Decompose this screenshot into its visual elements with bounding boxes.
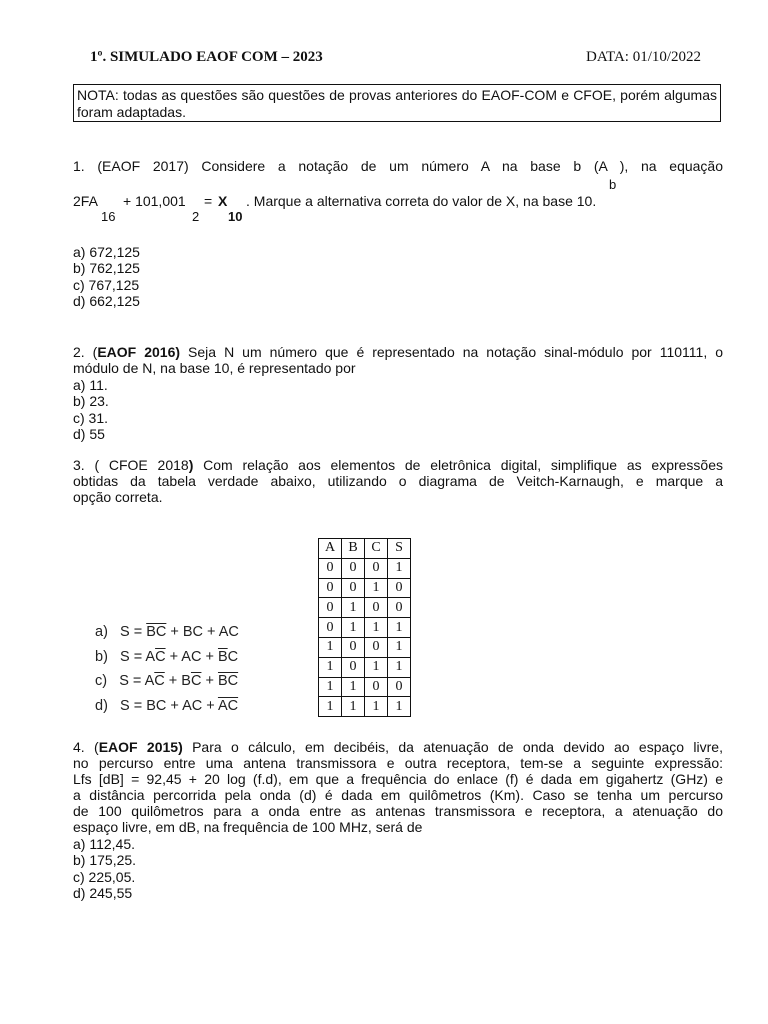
q4-statement-line3: Lfs [dB] = 92,45 + 20 log (f.d), em que a frequência do enlace (f) é dada em gigahertz (GHz) e [73, 771, 723, 787]
truth-table-header [319, 539, 411, 559]
truth-table-wrap [318, 538, 411, 717]
q3-option-b-term3a: $\overline{B}$ [217, 648, 228, 665]
q3-option-a-label: a) [95, 624, 108, 640]
q3-option-c-label: c) [95, 673, 108, 689]
q3-option-d-s: S = BC + AC + [120, 697, 215, 714]
table-cell: 0 [388, 677, 411, 697]
q4-source: EAOF 2015) [98, 739, 183, 755]
q2-option-d: d) 55 [73, 426, 105, 443]
q1-eq-term2: + 101,001 [123, 193, 186, 209]
table-cell: 1 [388, 558, 411, 578]
q2-option-c: c) 31. [73, 409, 109, 426]
table-cell: 1 [365, 618, 388, 638]
q2-statement-line1 [73, 344, 723, 360]
exam-date: DATA: 01/10/2022 [586, 49, 702, 65]
truth-table-header-s: S [388, 539, 411, 559]
q1-eq-equals: = [204, 193, 213, 209]
q1-text: 1. (EAOF 2017) Considere a notação de um número A na base b (A ), na equação [73, 158, 723, 174]
q3-option-a-s: S = [120, 624, 143, 640]
q1-eq-x-bold: X [218, 193, 228, 209]
q1-equation [73, 193, 98, 209]
q2-statement-line2: módulo de N, na base 10, é representado por [73, 360, 356, 376]
truth-table-header-c: C [365, 539, 388, 559]
q3-option-c-term2b: $\overline{C}$ [190, 673, 202, 689]
table-row [319, 697, 411, 717]
table-cell: 1 [388, 657, 411, 677]
q3-option-a-term1: $\overline{BC}$ [146, 624, 167, 640]
table-cell: 0 [319, 578, 342, 598]
q3-options [95, 624, 239, 722]
table-cell: 1 [319, 697, 342, 717]
table-row [319, 677, 411, 697]
q1-subscript-b: b [609, 177, 617, 192]
exam-title: 1º. SIMULADO EAOF COM – 2023 [90, 49, 323, 65]
table-cell: 1 [342, 697, 365, 717]
q1-subscript-16: 16 [101, 209, 116, 224]
table-cell: 0 [342, 578, 365, 598]
q3-option-c-term3: + [205, 673, 214, 689]
table-cell: 0 [342, 558, 365, 578]
nota-box: NOTA: todas as questões são questões de provas anteriores do EAOF-COM e CFOE, porém algumas foram adaptadas. [73, 84, 721, 122]
q1-option-d: d) 662,125 [73, 293, 140, 310]
q3-option-c-term2: + B [168, 673, 191, 689]
table-cell: 1 [365, 578, 388, 598]
table-row [319, 598, 411, 618]
q3-statement-line2: obtidas da tabela verdade abaixo, utilizando o diagrama de Veitch-Karnaugh, e marque a [73, 473, 723, 489]
q3-option-a-term2: + BC + AC [170, 624, 239, 640]
q2-option-a: a) 11. [73, 377, 108, 393]
table-row [319, 558, 411, 578]
q1-eq-term1: 2FA [73, 193, 98, 209]
q3-statement-line3: opção correta. [73, 489, 163, 505]
table-cell: 0 [342, 637, 365, 657]
q1-options [73, 244, 140, 310]
q4-option-c: c) 225,05. [73, 868, 136, 885]
table-cell: 1 [342, 618, 365, 638]
table-cell: 0 [388, 598, 411, 618]
q3-option-c [95, 673, 239, 698]
q3-statement-line1 [73, 457, 723, 473]
q2-source: EAOF 2016) [97, 344, 181, 360]
table-cell: 1 [319, 637, 342, 657]
q3-option-b [95, 649, 239, 674]
q2-prefix: 2. ( [73, 344, 98, 360]
table-cell: 0 [365, 677, 388, 697]
q3-option-b-s: S = [120, 648, 143, 665]
q4-statement-line2: no percurso entre uma antena transmissora e outra receptora, tem-se a seguinte expressão: [73, 755, 723, 771]
q1-subscript-2: 2 [192, 209, 200, 224]
q4-statement-line4: a distância percorrida pela onda (d) é dada em quilômetros (Km). Caso se tenha um percurso [73, 787, 723, 803]
q1-eq-term3: . Marque a alternativa correta do valor de X, na base 10. [246, 193, 597, 209]
table-cell: 1 [388, 637, 411, 657]
q1-subscript-10 [228, 209, 242, 224]
q1-option-b: b) 762,125 [73, 260, 140, 277]
table-cell: 1 [388, 697, 411, 717]
truth-table [318, 538, 411, 717]
q4-options [73, 836, 136, 902]
table-cell: 1 [388, 618, 411, 638]
table-cell: 0 [319, 558, 342, 578]
q4-prefix: 4. ( [73, 739, 99, 755]
table-cell: 0 [365, 558, 388, 578]
q2-text1: Seja N um número que é representado na notação sinal-módulo por 110111, o [180, 344, 723, 360]
q4-option-b: b) 175,25. [73, 852, 137, 869]
table-row [319, 637, 411, 657]
q1-option-a: a) 672,125 [73, 244, 140, 260]
q3-option-d-term1: $\overline{AC}$ [217, 697, 239, 714]
q4-option-d: d) 245,55 [73, 885, 133, 902]
table-cell: 0 [342, 657, 365, 677]
q4-statement-line1 [73, 739, 723, 755]
q3-option-b-term1a: A [145, 648, 156, 665]
q3-prefix: 3. ( CFOE 2018 [73, 457, 189, 473]
table-cell: 1 [342, 677, 365, 697]
truth-table-header-b: B [342, 539, 365, 559]
q1-eq-x [218, 193, 227, 209]
q3-paren: ) [188, 457, 194, 473]
q4-option-a: a) 112,45. [73, 836, 136, 852]
table-cell: 1 [319, 657, 342, 677]
q4-text1: Para o cálculo, em decibéis, da atenuação de onda devido ao espaço livre, [182, 739, 723, 755]
q3-option-c-s: S = [119, 673, 142, 689]
table-cell: 1 [319, 677, 342, 697]
q3-option-a [95, 624, 239, 649]
table-cell: 0 [388, 578, 411, 598]
q4-statement-line6: espaço livre, em dB, na frequência de 100 MHz, será de [73, 819, 423, 835]
table-cell: 1 [365, 697, 388, 717]
q3-option-c-term4: $\overline{BC}$ [217, 673, 239, 689]
truth-table-header-a: A [319, 539, 342, 559]
q1-option-c: c) 767,125 [73, 276, 140, 293]
q1-subscript-10-bold: 10 [228, 209, 243, 224]
table-cell: 0 [365, 637, 388, 657]
table-cell: 0 [365, 598, 388, 618]
table-cell: 0 [319, 598, 342, 618]
q3-option-b-term1b: $\overline{C}$ [155, 648, 166, 665]
table-row [319, 657, 411, 677]
q2-option-b: b) 23. [73, 393, 109, 410]
q3-option-c-term1a: A [144, 673, 155, 689]
table-cell: 1 [342, 598, 365, 618]
table-row [319, 578, 411, 598]
table-cell: 1 [365, 657, 388, 677]
q1-statement-line1 [73, 158, 723, 174]
q4-statement-line5: de 100 quilômetros para a onda entre as antenas transmissora e receptora, a atenuação do [73, 803, 723, 819]
q3-option-c-term1b: $\overline{C}$ [154, 673, 165, 689]
table-cell: 0 [319, 618, 342, 638]
q3-option-b-term3b: C [227, 648, 239, 665]
q3-option-b-term2: + AC + [169, 648, 214, 665]
q3-text1: Com relação aos elementos de eletrônica digital, simplifique as expressões [193, 457, 723, 473]
q3-option-d [95, 698, 239, 723]
q3-option-b-label: b) [95, 648, 108, 665]
q2-options [73, 377, 109, 443]
table-row [319, 618, 411, 638]
q3-option-d-label: d) [95, 697, 108, 714]
